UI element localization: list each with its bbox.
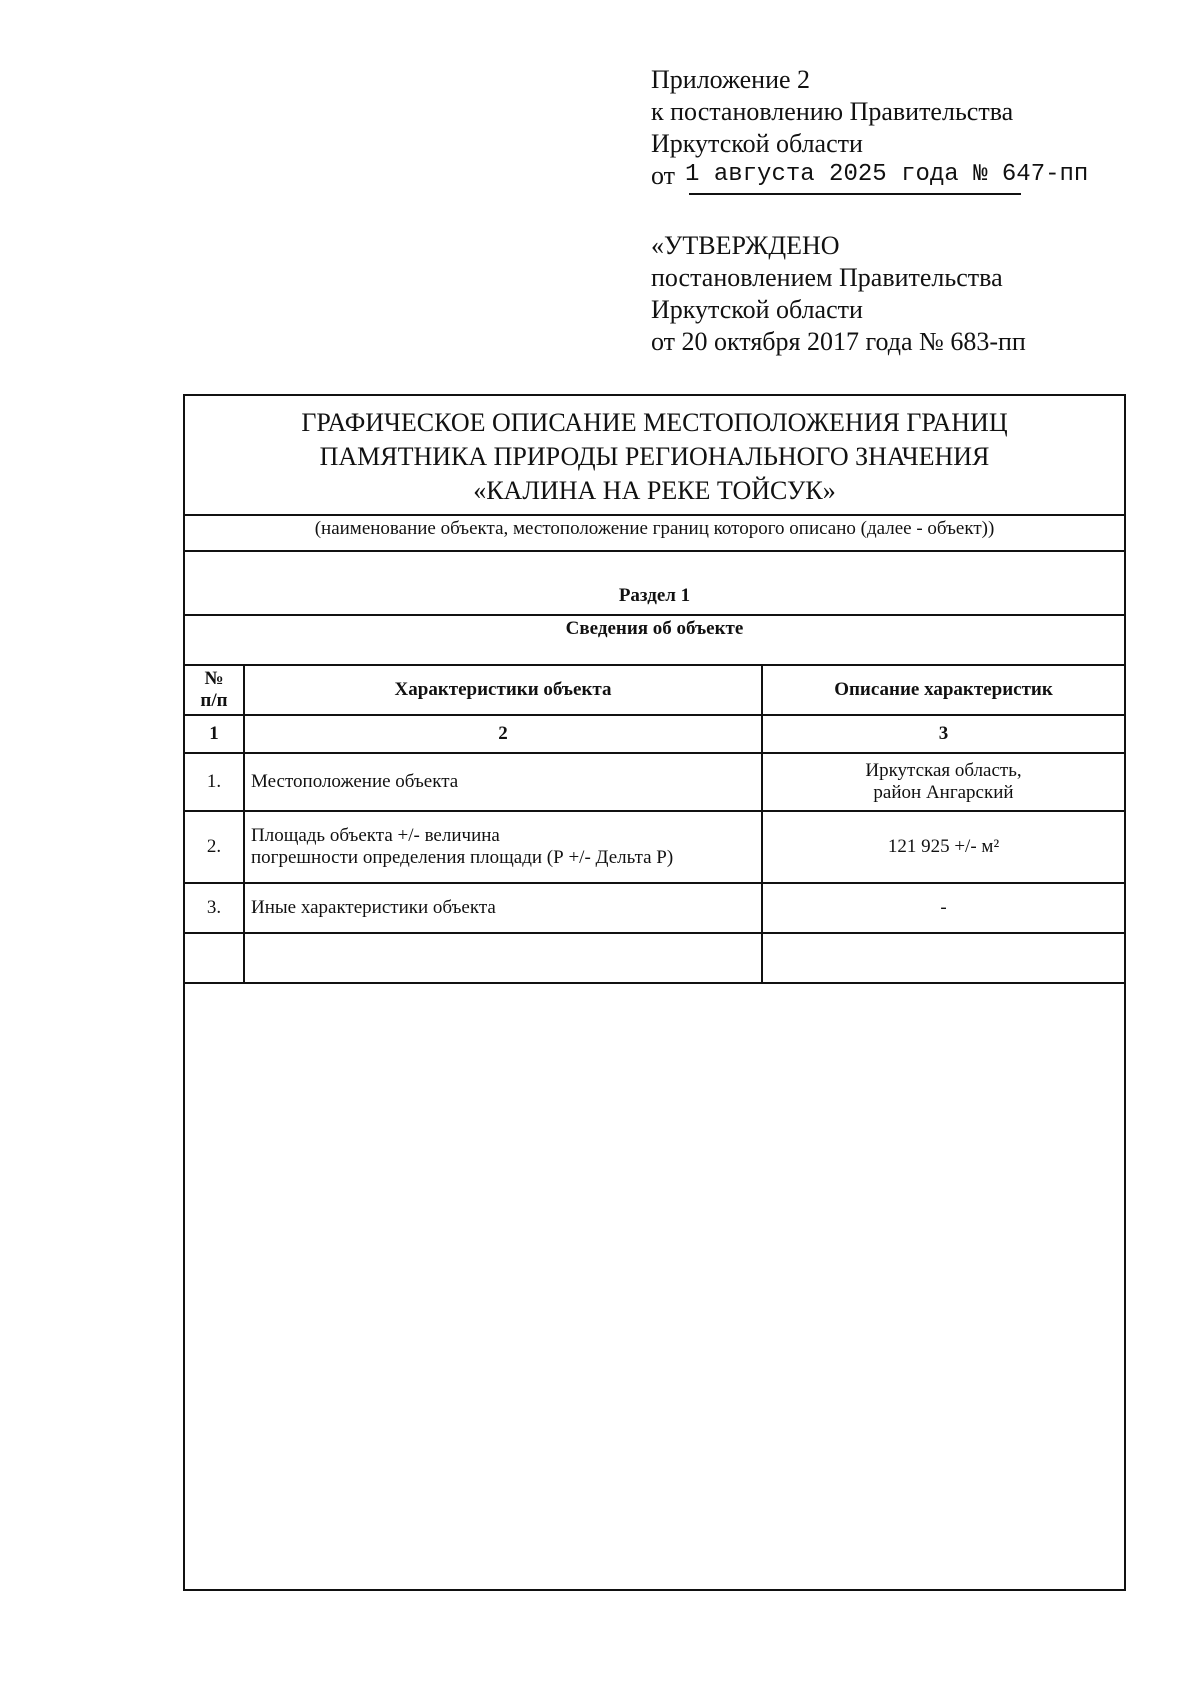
row-name: Иные характеристики объекта xyxy=(244,883,762,933)
row-value xyxy=(762,753,1124,811)
header-num xyxy=(185,665,244,715)
table-header-row xyxy=(185,665,1124,715)
table-row xyxy=(185,883,1124,933)
header-characteristics: Характеристики объекта xyxy=(244,665,762,715)
appendix-line: к постановлению Правительства xyxy=(651,97,1014,126)
row-value-line: район Ангарский xyxy=(873,782,1014,803)
document-frame xyxy=(183,394,1126,1591)
approved-line: Иркутской области xyxy=(651,295,863,324)
date-underline xyxy=(689,193,1021,195)
row-name-line: Площадь объекта +/- величина xyxy=(251,825,500,846)
separator xyxy=(185,614,1124,616)
title-line: «КАЛИНА НА РЕКЕ ТОЙСУК» xyxy=(473,476,836,505)
table-row xyxy=(185,753,1124,811)
row-num: 1. xyxy=(185,753,244,811)
row-name: Местоположение объекта xyxy=(244,753,762,811)
separator xyxy=(185,550,1124,552)
column-number: 1 xyxy=(185,715,244,753)
document-title xyxy=(185,406,1124,508)
row-num: 2. xyxy=(185,811,244,883)
empty-cell xyxy=(762,933,1124,983)
area-value: 121 925 +/- м² xyxy=(887,836,1000,857)
row-num: 3. xyxy=(185,883,244,933)
table-row xyxy=(185,811,1124,883)
document-subtitle: (наименование объекта, местоположение границ которого описано (далее - объект)) xyxy=(314,518,995,539)
row-name xyxy=(244,811,762,883)
date-prefix: от xyxy=(651,161,676,190)
appendix-line: Приложение 2 xyxy=(651,65,811,94)
separator xyxy=(185,514,1124,516)
row-value-line: Иркутская область, xyxy=(865,760,1022,781)
title-line: ГРАФИЧЕСКОЕ ОПИСАНИЕ МЕСТОПОЛОЖЕНИЯ ГРАНИЦ xyxy=(301,408,1008,437)
appendix-line: Иркутской области xyxy=(651,129,863,158)
approved-line: постановлением Правительства xyxy=(651,263,1003,292)
object-info-table xyxy=(185,664,1124,984)
row-name-line: погрешности определения площади (Р +/- Дельта Р) xyxy=(251,847,674,868)
section-title: Раздел 1 xyxy=(618,585,691,606)
decree-date: 1 августа 2025 года № 647-пп xyxy=(685,161,1089,188)
title-line: ПАМЯТНИКА ПРИРОДЫ РЕГИОНАЛЬНОГО ЗНАЧЕНИЯ xyxy=(319,442,990,471)
header-num-label: п/п xyxy=(200,690,228,711)
column-number: 2 xyxy=(244,715,762,753)
column-number: 3 xyxy=(762,715,1124,753)
appendix-header xyxy=(651,64,1088,195)
row-value xyxy=(762,811,1124,883)
approved-line: от 20 октября 2017 года № 683-пп xyxy=(651,327,1026,356)
approved-block xyxy=(651,230,1026,358)
column-number-row xyxy=(185,715,1124,753)
row-value: - xyxy=(762,883,1124,933)
approved-line: «УТВЕРЖДЕНО xyxy=(651,231,840,260)
empty-cell xyxy=(244,933,762,983)
empty-cell xyxy=(185,933,244,983)
header-description: Описание характеристик xyxy=(762,665,1124,715)
header-num-symbol: № xyxy=(204,668,224,689)
table-row-empty xyxy=(185,933,1124,983)
section-subtitle: Сведения об объекте xyxy=(565,618,744,639)
decree-date-line xyxy=(651,160,1088,195)
